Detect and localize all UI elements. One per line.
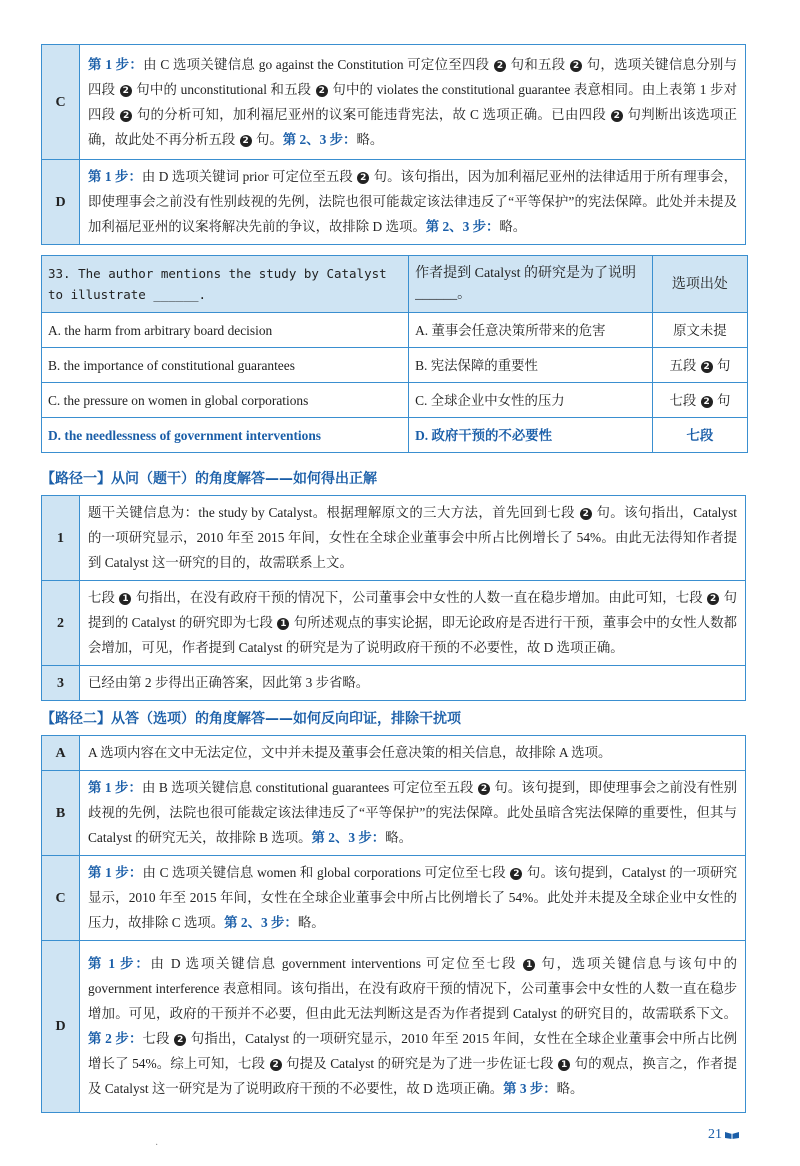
circled-number-icon: 2 (701, 361, 713, 373)
step-marker: 第 3 步： (503, 1081, 557, 1096)
circled-number-icon: 2 (570, 60, 582, 72)
option-d-analysis (80, 160, 746, 245)
option-c-source: 七段 2 句 (652, 383, 747, 418)
option-label-a: A (42, 736, 80, 771)
circled-number-icon: 2 (580, 508, 592, 520)
path1-step-2 (80, 581, 746, 666)
text-run: 句指出，Catalyst 的一项研究显示，2010 年至 2015 年间，女性在全球企业董事会中所占比例增长了 54%。综上可知，七段 (88, 1031, 737, 1071)
text-run: 略。 (499, 219, 527, 234)
circled-number-icon: 1 (523, 959, 535, 971)
option-a-source: 原文未提 (652, 313, 747, 348)
question-stem-cn: 作者提到 Catalyst 的研究是为了说明______。 (409, 256, 653, 313)
text-run: 句的分析可知，加利福尼亚州的议案可能违背宪法，故 C 选项正确。已由四段 (133, 106, 610, 122)
text-run: 句提及 Catalyst 的研究是为了进一步佐证七段 (282, 1056, 558, 1071)
circled-number-icon: 1 (558, 1059, 570, 1071)
option-b-cn: B. 宪法保障的重要性 (409, 348, 653, 383)
step-label-2: 2 (42, 581, 80, 666)
circled-number-icon: 2 (120, 85, 132, 97)
option-b-source: 五段 2 句 (652, 348, 747, 383)
question-stem-en: 33. The author mentions the study by Catalyst to illustrate ______. (42, 256, 409, 313)
circled-number-icon: 2 (611, 110, 623, 122)
circled-number-icon: 2 (478, 783, 490, 795)
option-row-d-answer (42, 418, 748, 453)
text-run: 句，选项关键信息分别与四段 (88, 56, 737, 97)
path2-heading: 【路径二】从答（选项）的角度解答——如何反向印证，排除干扰项 (41, 711, 461, 727)
text-run: 七段 (88, 590, 119, 605)
circled-number-icon: 2 (510, 868, 522, 880)
text-run: 句，选项关键信息与该句中的 government interference 表意相同。该句指出，在没有政府干预的情况下，公司董事会中女性的人数一直在稳步增加。可见，政府的干预并不必要，但由此无法判断这是否为作者提到 Catalyst 的研究目的，故需联系下文。 (88, 956, 737, 1021)
circled-number-icon: 2 (240, 135, 252, 147)
text-run: 句指出，在没有政府干预的情况下，公司董事会中女性的人数一直在稳步增加。由此可知，七段 (132, 590, 707, 605)
step-marker: 第 1 步： (88, 865, 143, 880)
path2-option-b (80, 771, 746, 856)
option-c-cn: C. 全球企业中女性的压力 (409, 383, 653, 418)
step-marker: 第 2、3 步： (311, 830, 386, 845)
option-a-en: A. the harm from arbitrary board decision (42, 313, 409, 348)
text-run: 句中的 unconstitutional 和五段 (132, 81, 315, 97)
text-run: 略。 (385, 830, 412, 845)
top-analysis-table (41, 44, 746, 245)
text-run: 句和五段 (507, 56, 570, 72)
text-run: 句的观点，换言之，作者提及 Catalyst 这一研究是为了说明政府干预的不必要性，故 D 选项正确。 (88, 1056, 737, 1096)
step-marker: 第 1 步： (88, 169, 142, 184)
decorative-dot: · (155, 1140, 159, 1151)
text-run: 句提到的 Catalyst 的研究即为七段 (88, 590, 737, 630)
circled-number-icon: 2 (316, 85, 328, 97)
text-run: 由 C 选项关键信息 go against the Constitution 可定位至四段 (143, 56, 494, 72)
circled-number-icon: 2 (270, 1059, 282, 1071)
text-run: 句所述观点的事实论据，即无论政府是否进行干预，董事会中的女性人数都会增加，可见，作者提到 Catalyst 的研究是为了说明政府干预的不必要性，故 D 选项正确。 (88, 615, 737, 655)
text-run: 句判断出该选项正确，故此处不再分析五段 (88, 106, 737, 147)
circled-number-icon: 2 (174, 1034, 186, 1046)
option-d-en: D. the needlessness of government interventions (42, 418, 409, 453)
text-run: 由 B 选项关键信息 constitutional guarantees 可定位至五段 (142, 780, 477, 795)
option-d-cn: D. 政府干预的不必要性 (409, 418, 653, 453)
text-run: 七段 (142, 1031, 174, 1046)
circled-number-icon: 2 (357, 172, 369, 184)
option-label-d2: D (42, 941, 80, 1113)
option-label-c2: C (42, 856, 80, 941)
step-marker: 第 1 步： (88, 56, 144, 72)
step-marker: 第 2 步： (88, 1031, 143, 1046)
option-row-a (42, 313, 748, 348)
text-run: 题干关键信息为：the study by Catalyst。根据理解原文的三大方法，首先回到七段 (88, 505, 579, 520)
question-33-table (41, 255, 748, 453)
path2-option-d (80, 941, 746, 1113)
circled-number-icon: 1 (277, 618, 289, 630)
text-run: 句。该句指出，因为加利福尼亚州的法律适用于所有理事会，即使理事会之前没有性别歧视的先例，法院也很可能裁定该法律违反了“平等保护”的宪法保障。此处并未提及加利福尼亚州的议案将解决先前的争议，故排除 D 选项。 (88, 169, 738, 234)
option-d-source: 七段 (652, 418, 747, 453)
step-marker: 第 2、3 步： (224, 915, 298, 930)
option-label-d: D (42, 160, 80, 245)
text-run: 句中的 violates the constitutional guarantee 表意相同。由上表第 1 步对四段 (88, 81, 737, 122)
text-run: 由 D 选项关键词 prior 可定位至五段 (141, 169, 357, 184)
option-row-b (42, 348, 748, 383)
text-run: 由 D 选项关键信息 government interventions 可定位至七段 (150, 956, 523, 971)
path1-heading: 【路径一】从问（题干）的角度解答——如何得出正解 (41, 471, 377, 487)
circled-number-icon: 2 (120, 110, 132, 122)
step-marker: 第 1 步： (88, 956, 151, 971)
text-run: 已经由第 2 步得出正确答案，因此第 3 步省略。 (88, 675, 370, 690)
path2-option-a (80, 736, 746, 771)
option-label-c: C (42, 45, 80, 160)
text-run: 略。 (556, 1081, 584, 1096)
option-b-en: B. the importance of constitutional guarantees (42, 348, 409, 383)
source-header: 选项出处 (652, 256, 747, 313)
step-label-3: 3 (42, 666, 80, 701)
step-marker: 第 2、3 步： (282, 131, 357, 147)
option-c-en: C. the pressure on women in global corporations (42, 383, 409, 418)
step-marker: 第 2、3 步： (425, 219, 500, 234)
text-run: 略。 (297, 915, 325, 930)
text-run: 句。 (252, 131, 283, 147)
text-run: 句。该句提到，Catalyst 的一项研究显示，2010 年至 2015 年间，女性在全球企业董事会中所占比例增长了 54%。此处并未提及全球企业中女性的压力，故排除 C 选项。 (88, 865, 737, 930)
circled-number-icon: 2 (707, 593, 719, 605)
text-run: A 选项内容在文中无法定位，文中并未提及董事会任意决策的相关信息，故排除 A 选项。 (88, 745, 612, 760)
step-label-1: 1 (42, 496, 80, 581)
text-run: 略。 (356, 131, 384, 147)
text-run: 由 C 选项关键信息 women 和 global corporations 可定位至七段 (142, 865, 510, 880)
circled-number-icon: 2 (701, 396, 713, 408)
text-run: 句。该句提到，即使理事会之前没有性别歧视的先例，法院也很可能裁定该法律违反了“平等保护”的宪法保障。此处虽暗含宪法保障的重要性，但其与 Catalyst 的研究无关，故排除 B 选项。 (88, 780, 737, 845)
path1-step-3 (80, 666, 746, 701)
path2-option-c (80, 856, 746, 941)
path1-table (41, 495, 746, 701)
step-marker: 第 1 步： (88, 780, 143, 795)
book-icon (724, 1130, 740, 1139)
option-row-c (42, 383, 748, 418)
path2-table (41, 735, 746, 1113)
page-number: 21 (708, 1127, 740, 1143)
circled-number-icon: 2 (494, 60, 506, 72)
circled-number-icon: 1 (119, 593, 131, 605)
path1-step-1 (80, 496, 746, 581)
text-run: 句。该句指出，Catalyst 的一项研究显示，2010 年至 2015 年间，女性在全球企业董事会中所占比例增长了 54%。由此无法得知作者提到 Catalyst 这一研究的目的，故需联系上文。 (88, 505, 738, 570)
option-label-b: B (42, 771, 80, 856)
option-c-analysis (80, 45, 746, 160)
option-a-cn: A. 董事会任意决策所带来的危害 (409, 313, 653, 348)
